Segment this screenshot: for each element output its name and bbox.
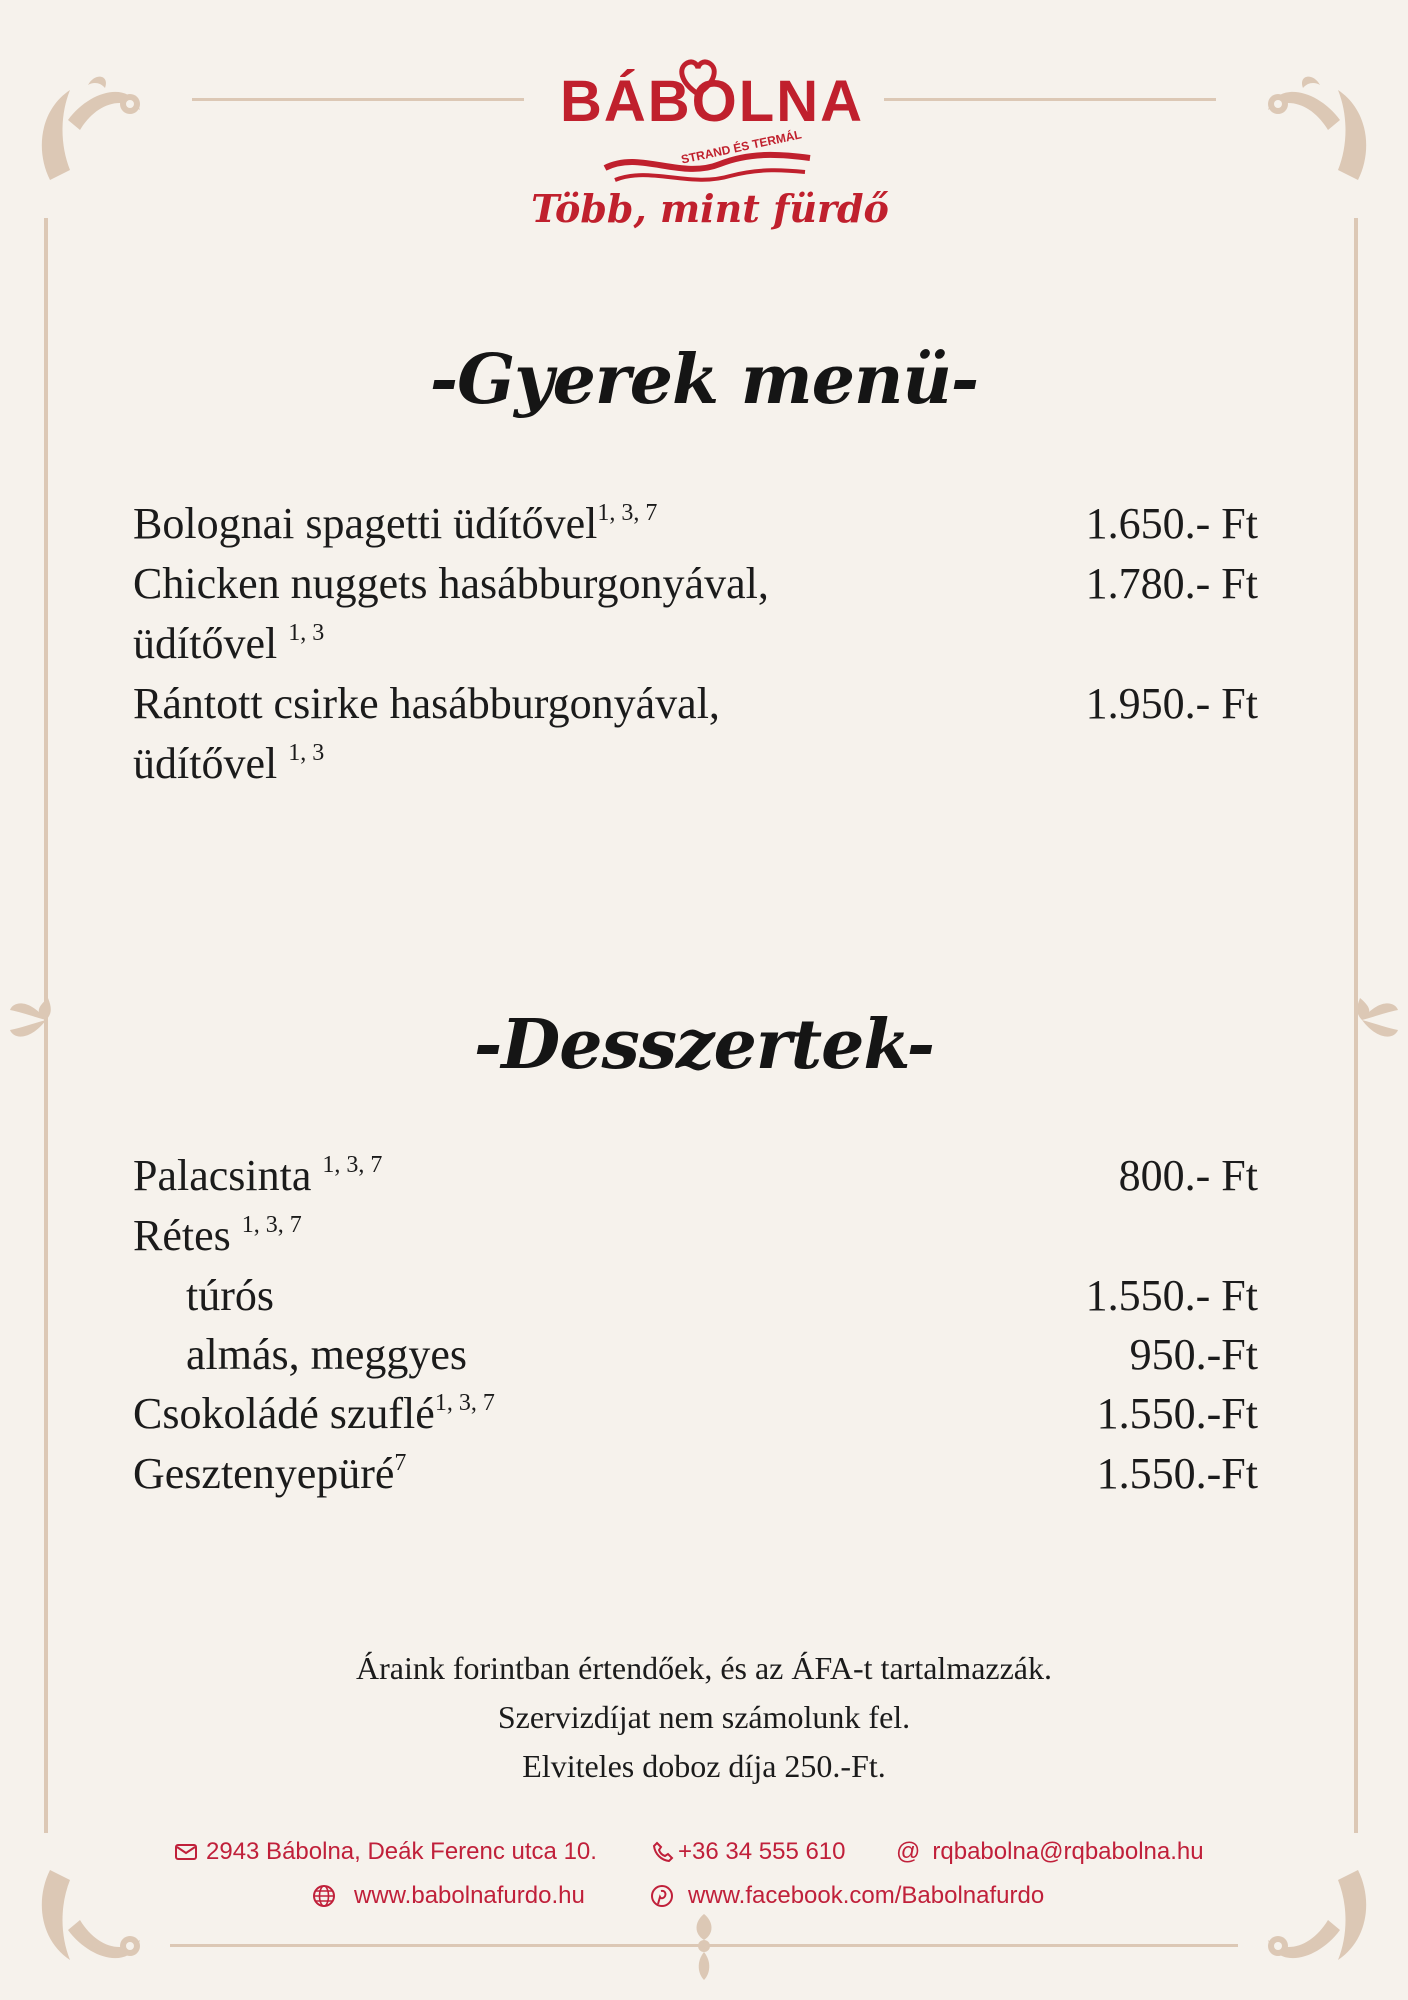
menu-item-price: 1.650.- Ft: [1085, 499, 1258, 548]
menu-item-name: Bolognai spagetti üdítővel$^{1, 3, 7}$: [133, 499, 658, 548]
frame-top-right-line: [884, 98, 1216, 101]
menu-item-name: túrós: [186, 1271, 274, 1320]
allergen-codes: 1, 3, 7: [597, 500, 658, 526]
pinterest-icon: [650, 1884, 674, 1908]
brand-logo-text: BÁBOLNA: [560, 69, 864, 134]
allergen-codes: 1, 3, 7: [434, 1390, 495, 1416]
menu-item-name: almás, meggyes: [186, 1330, 468, 1379]
contact-email: @ rqbabolna@rqbabolna.hu: [896, 1838, 1204, 1865]
ornament-bottom-right: [1238, 1860, 1378, 1980]
globe-icon: [312, 1884, 336, 1908]
allergen-codes: 1, 3: [288, 620, 325, 646]
menu-item-price: 800.- Ft: [1118, 1151, 1258, 1200]
takeaway-box-note: Elviteles doboz díja 250.-Ft.: [522, 1748, 886, 1784]
ornament-bottom-left: [30, 1860, 170, 1980]
contact-facebook: www.facebook.com/Babolnafurdo: [650, 1882, 1044, 1910]
brand-tagline: Több, mint fürdő: [531, 186, 889, 231]
contact-phone: +36 34 555 610: [652, 1838, 846, 1866]
logo-waves-icon: [600, 140, 815, 190]
section-title-desserts: -Desszertek-: [474, 1005, 934, 1085]
ornament-top-right: [1238, 70, 1378, 190]
menu-item-name: Gesztenyepüré$^7$: [133, 1449, 407, 1498]
allergen-codes: 1, 3, 7: [322, 1152, 383, 1178]
menu-item-price: 1.550.- Ft: [1085, 1271, 1258, 1320]
ornament-top-left: [30, 70, 170, 190]
menu-item-price: 1.550.-Ft: [1096, 1449, 1258, 1498]
contact-website: www.babolnafurdo.hu: [312, 1882, 585, 1910]
menu-item-name: Rétes $^{1, 3, 7}$: [133, 1211, 302, 1260]
logo-heart-icon: [676, 58, 720, 98]
service-fee-note: Szervizdíjat nem számolunk fel.: [497, 1699, 911, 1735]
at-sign-icon: @: [896, 1838, 921, 1865]
menu-item-name: Csokoládé szuflé$^{1, 3, 7}$: [133, 1389, 495, 1438]
price-note: Áraink forintban értendőek, és az ÁFA-t tartalmazzák.: [356, 1650, 1052, 1686]
phone-icon: [652, 1841, 674, 1863]
brand-subtitle: STRAND ÉS TERMÁL: [679, 127, 803, 167]
menu-item-price: 1.950.- Ft: [1085, 679, 1258, 728]
menu-item-name: Rántott csirke hasábburgonyával,: [133, 679, 720, 728]
contact-address: 2943 Bábolna, Deák Ferenc utca 10.: [174, 1838, 597, 1866]
section-title-kids-menu: -Gyerek menü-: [429, 340, 979, 420]
menu-item-price: 950.-Ft: [1129, 1330, 1258, 1379]
menu-item-price: 1.780.- Ft: [1085, 559, 1258, 608]
menu-item-name: Palacsinta $^{1, 3, 7}$: [133, 1151, 383, 1200]
ornament-bottom-center: [674, 1912, 734, 1982]
menu-item-name-line2: üdítővel $^{1, 3}$: [133, 619, 325, 668]
allergen-codes: 7: [394, 1450, 407, 1476]
mail-icon: [174, 1842, 198, 1862]
menu-item-name-line2: üdítővel $^{1, 3}$: [133, 739, 325, 788]
allergen-codes: 1, 3, 7: [241, 1212, 302, 1238]
menu-item-name: Chicken nuggets hasábburgonyával,: [133, 559, 769, 608]
allergen-codes: 1, 3: [288, 740, 325, 766]
menu-item-price: 1.550.-Ft: [1096, 1389, 1258, 1438]
frame-top-left-line: [192, 98, 524, 101]
